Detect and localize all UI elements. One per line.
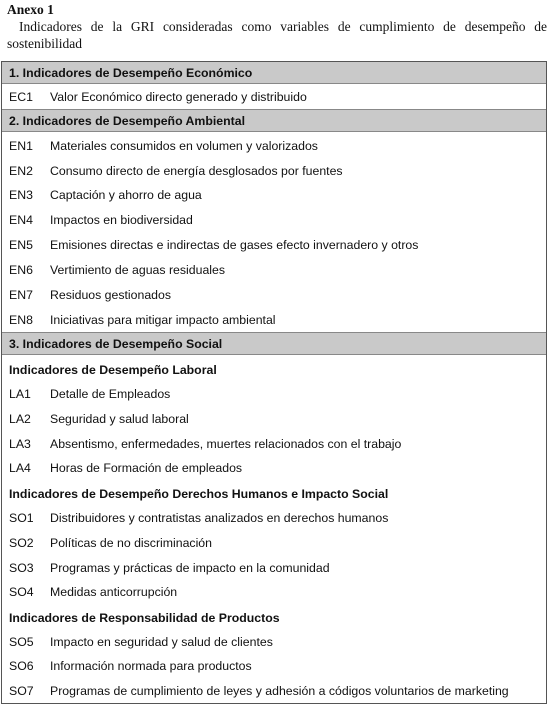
table-row xyxy=(2,407,546,431)
indicator-label: Horas de Formación de empleados xyxy=(50,461,243,475)
indicator-code: SO5 xyxy=(9,635,34,649)
table-row xyxy=(2,233,546,257)
section-title: 3. Indicadores de Desempeño Social xyxy=(9,336,223,351)
indicator-label: Emisiones directas e indirectas de gases efecto invernadero y otros xyxy=(50,238,419,252)
section-environmental-header xyxy=(2,110,546,132)
subsection-human-rights-header xyxy=(2,483,546,505)
indicator-label: Medidas anticorrupción xyxy=(50,585,178,599)
indicator-code: EN7 xyxy=(9,288,33,302)
table-row xyxy=(2,134,546,158)
indicator-code: EN2 xyxy=(9,164,33,178)
table-row xyxy=(2,580,546,604)
indicator-label: Seguridad y salud laboral xyxy=(50,412,189,426)
table-row xyxy=(2,630,546,654)
table-row xyxy=(2,382,546,406)
indicator-code: SO7 xyxy=(9,684,34,698)
indicator-code: EN1 xyxy=(9,139,33,153)
table-row xyxy=(2,556,546,580)
table-row xyxy=(2,432,546,456)
indicator-code: EN8 xyxy=(9,313,33,327)
indicator-code: SO6 xyxy=(9,659,34,673)
subsection-labor-header xyxy=(2,359,546,381)
table-row xyxy=(2,159,546,183)
section-economic-header xyxy=(2,62,546,84)
indicator-code: LA1 xyxy=(9,387,31,401)
table-row xyxy=(2,308,546,332)
table-row xyxy=(2,258,546,282)
indicators-table xyxy=(1,61,547,704)
indicator-code: SO4 xyxy=(9,585,34,599)
subsection-title: Indicadores de Responsabilidad de Productos xyxy=(9,611,280,625)
indicator-label: Vertimiento de aguas residuales xyxy=(50,263,225,277)
indicator-code: SO3 xyxy=(9,561,34,575)
indicator-label: Detalle de Empleados xyxy=(50,387,171,401)
section-title: 2. Indicadores de Desempeño Ambiental xyxy=(9,113,245,128)
indicator-code: EN3 xyxy=(9,188,33,202)
section-social-header xyxy=(2,333,546,355)
indicator-label: Impacto en seguridad y salud de clientes xyxy=(50,635,273,649)
indicator-code: SO1 xyxy=(9,511,34,525)
table-caption xyxy=(7,2,547,52)
subsection-products-header xyxy=(2,607,546,629)
indicator-code: EN6 xyxy=(9,263,33,277)
indicator-label: Impactos en biodiversidad xyxy=(50,213,193,227)
subsection-title: Indicadores de Desempeño Derechos Humanos e Impacto Social xyxy=(9,487,389,501)
indicator-code: LA3 xyxy=(9,437,31,451)
section-title: 1. Indicadores de Desempeño Económico xyxy=(9,65,253,80)
indicator-code: LA2 xyxy=(9,412,31,426)
indicator-code: EN4 xyxy=(9,213,33,227)
indicator-label: Absentismo, enfermedades, muertes relacionados con el trabajo xyxy=(50,437,402,451)
table-row xyxy=(2,85,546,109)
indicator-label: Materiales consumidos en volumen y valorizados xyxy=(50,139,318,153)
table-row xyxy=(2,183,546,207)
subsection-title: Indicadores de Desempeño Laboral xyxy=(9,363,217,377)
indicator-label: Distribuidores y contratistas analizados en derechos humanos xyxy=(50,511,389,525)
indicator-label: Programas y prácticas de impacto en la comunidad xyxy=(50,561,330,575)
indicator-label: Información normada para productos xyxy=(50,659,252,673)
caption-text: Indicadores de la GRI consideradas como variables de cumplimiento de desempeño de sostenibilidad xyxy=(7,19,547,51)
indicator-label: Consumo directo de energía desglosados por fuentes xyxy=(50,164,343,178)
table-row xyxy=(2,506,546,530)
indicator-code: EN5 xyxy=(9,238,33,252)
indicator-label: Programas de cumplimiento de leyes y adhesión a códigos voluntarios de marketing xyxy=(50,684,509,698)
indicator-label: Residuos gestionados xyxy=(50,288,171,302)
indicator-label: Captación y ahorro de agua xyxy=(50,188,202,202)
indicator-code: SO2 xyxy=(9,536,34,550)
indicator-code: EC1 xyxy=(9,90,33,104)
indicator-label: Políticas de no discriminación xyxy=(50,536,212,550)
table-row xyxy=(2,679,546,703)
table-row xyxy=(2,208,546,232)
indicator-label: Valor Económico directo generado y distribuido xyxy=(50,90,307,104)
table-row xyxy=(2,654,546,678)
table-row xyxy=(2,456,546,480)
indicator-code: LA4 xyxy=(9,461,31,475)
table-row xyxy=(2,283,546,307)
annex-title: Anexo 1 xyxy=(7,2,54,17)
indicator-label: Iniciativas para mitigar impacto ambiental xyxy=(50,313,276,327)
table-row xyxy=(2,531,546,555)
